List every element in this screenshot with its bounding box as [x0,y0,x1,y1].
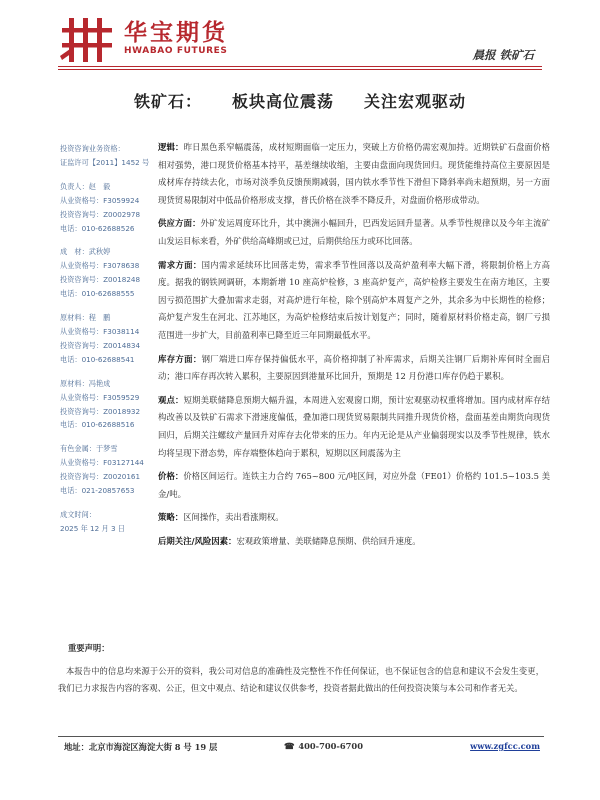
sidebar-line: 有色金属：于梦雪 [60,444,118,454]
paragraph-text: 国内需求延续环比回落走势，需求季节性回落以及高炉盈利率大幅下滑，将限制价格上方高度。据我的钢铁网调研，本期新增 10 座高炉检修，3 座高炉复产，高炉检修主要发生在南方地区，主要因亏损范围扩大叠加需求走弱，对高炉进行年检，除个别高炉本周复产之外，其余多为中长期性的检修；高炉复产发生在河北、江苏地区，为高炉检修结束后按计划复产；同时，随着原材料价格走高，钢厂亏损范围进一步扩大，目前盈利率已降至近三年同期最低水平。 [158,259,550,340]
sidebar-line: 投资咨询号：Z0014834 [60,340,141,350]
footer-website-link[interactable]: www.zgfcc.com [470,741,540,751]
paragraph-label: 后期关注/风险因素： [158,535,237,546]
sidebar-line: 投资咨询号：Z0018248 [60,275,141,285]
sidebar-group [60,508,170,536]
paragraph-label: 观点： [158,394,184,405]
sidebar-line: 从业资格号：F3038114 [60,326,140,336]
content-paragraph [158,215,550,250]
sidebar-line: 投资咨询号：Z0018932 [60,406,141,416]
sidebar-line: 成 材：武秋婷 [60,247,111,257]
content-paragraph [158,139,550,209]
sidebar-line: 原材料：程 鹏 [60,313,111,323]
disclaimer-body: 本报告中的信息均来源于公开的资料，我公司对信息的准确性及完整性不作任何保证，也不保证包含的信息和建议不会发生变更，我们已力求报告内容的客观、公正，但文中观点、结论和建议仅供参考，投资者据此做出的任何投资决策与本公司和作者无关。 [58,665,544,693]
title-main: 板块高位震荡 [231,92,334,111]
sidebar-line: 电话：010-62688516 [60,420,135,430]
sidebar-line: 投资咨询业务资格： [60,144,125,153]
report-title [0,89,600,112]
paragraph-text: 短期美联储降息预期大幅升温，本周进入宏观窗口期，预计宏观驱动权重将增加。国内成材库存结构改善以及铁矿石需求下滑速度偏低，叠加港口现货贸易限制共同推升现货价格，盘面基差由期货向现货回归，后期关注螺纹产量回升对库存去化带来的压力。年内无论是从产业偏弱现实以及季节性规律，铁水均将呈现下滑态势，库存端整体趋向于累积，短期以区间震荡为主 [158,394,550,458]
sidebar-line: 从业资格号：F3059924 [60,195,140,205]
title-focus: 关注宏观驱动 [364,92,467,111]
paragraph-text: 区间操作，卖出看涨期权。 [183,512,284,523]
content-paragraph [158,351,550,386]
disclaimer-title: 重要声明： [68,643,110,653]
sidebar-line: 从业资格号：F3078638 [60,261,140,271]
phone-icon: ☎ [284,741,295,751]
paragraph-label: 库存方面： [158,353,202,364]
page-header [0,0,600,82]
content-paragraph [158,257,550,345]
brand-name-en: HWABAO FUTURES [124,46,228,56]
content-paragraph [158,392,550,462]
sidebar-group [60,311,170,367]
paragraph-text: 价格区间运行。连铁主力合约 765~800 元/吨区间，对应外盘（FE01）价格约 101.5~103.5 美金/吨。 [158,471,550,499]
sidebar-line: 电话：010-62688526 [60,223,135,233]
footer-phone-number: 400-700-6700 [298,741,363,751]
paragraph-label: 需求方面： [158,259,202,270]
header-divider [58,66,542,67]
sidebar-group [60,442,170,498]
brand-name-cn: 华宝期货 [124,20,228,46]
content-paragraph [158,533,550,551]
paragraph-label: 价格： [158,471,184,482]
analyst-sidebar [60,142,170,546]
sidebar-line: 电话：010-62688541 [60,354,135,364]
hwabao-logo-icon [58,15,118,65]
footer-divider [58,736,544,737]
paragraph-text: 宏观政策增量、美联储降息预期、供给回升速度。 [236,535,421,546]
title-subject: 铁矿石： [133,92,202,111]
sidebar-line: 投资咨询号：Z0020161 [60,472,141,482]
sidebar-line: 投资咨询号：Z0002978 [60,209,141,219]
paragraph-text: 昨日黑色系窄幅震荡，成材短期面临一定压力，突破上方价格仍需宏观加持。近期铁矿石盘面价格相对强势，港口现货价格基本持平，基差继续收缩，主要由盘面向现货回归。现货能维持高位主要原因是成材库存持续去化，市场对淡季负反馈预期减弱，国内铁水季节性下滑但下降斜率尚未超预期，另一方面现货贸易限制对中低品价格形成支撑，普氏价格在淡季不降反升，对盘面价格形成带动。 [158,142,550,205]
sidebar-line: 电话：010-62688555 [60,289,135,299]
sidebar-group [60,180,170,236]
disclaimer [58,640,544,698]
content-paragraph [158,509,550,527]
paragraph-text: 钢厂端进口库存保持偏低水平，高价格抑制了补库需求，后期关注钢厂后期补库何时全面启动；港口库存再次转入累积，主要原因到港量环比回升，预期是 12 月份港口库存仍趋于累积。 [158,353,550,382]
sidebar-line: 负责人：赵 毅 [60,181,111,191]
header-divider-thick [58,69,542,70]
footer-phone [284,741,363,751]
sidebar-group [60,142,170,170]
sidebar-group [60,245,170,301]
sidebar-group [60,377,170,433]
sidebar-line: 证监许可【2011】1452 号 [60,157,150,167]
content-paragraph [158,468,550,503]
sidebar-line: 成文时间： [60,509,96,519]
sidebar-line: 从业资格号：F03127144 [60,458,144,468]
sidebar-line: 原材料：冯艳成 [60,378,111,388]
footer-address: 地址：北京市海淀区海淀大街 8 号 19 层 [64,742,218,752]
paragraph-label: 策略： [158,512,184,523]
report-body [158,139,550,556]
paragraph-label: 逻辑： [158,142,184,152]
report-type: 晨报 铁矿石 [472,48,534,62]
sidebar-line: 电话：021-20857653 [60,486,135,496]
paragraph-label: 供应方面： [158,218,201,229]
sidebar-line: 2025 年 12 月 3 日 [60,523,125,533]
paragraph-text: 外矿发运周度环比升，其中澳洲小幅回升，巴西发运回升显著。从季节性规律以及今年主流矿山发运目标来看，外矿供给高峰期或已过，后期供给压力或环比回落。 [158,218,550,246]
sidebar-line: 从业资格号：F3059529 [60,392,140,402]
